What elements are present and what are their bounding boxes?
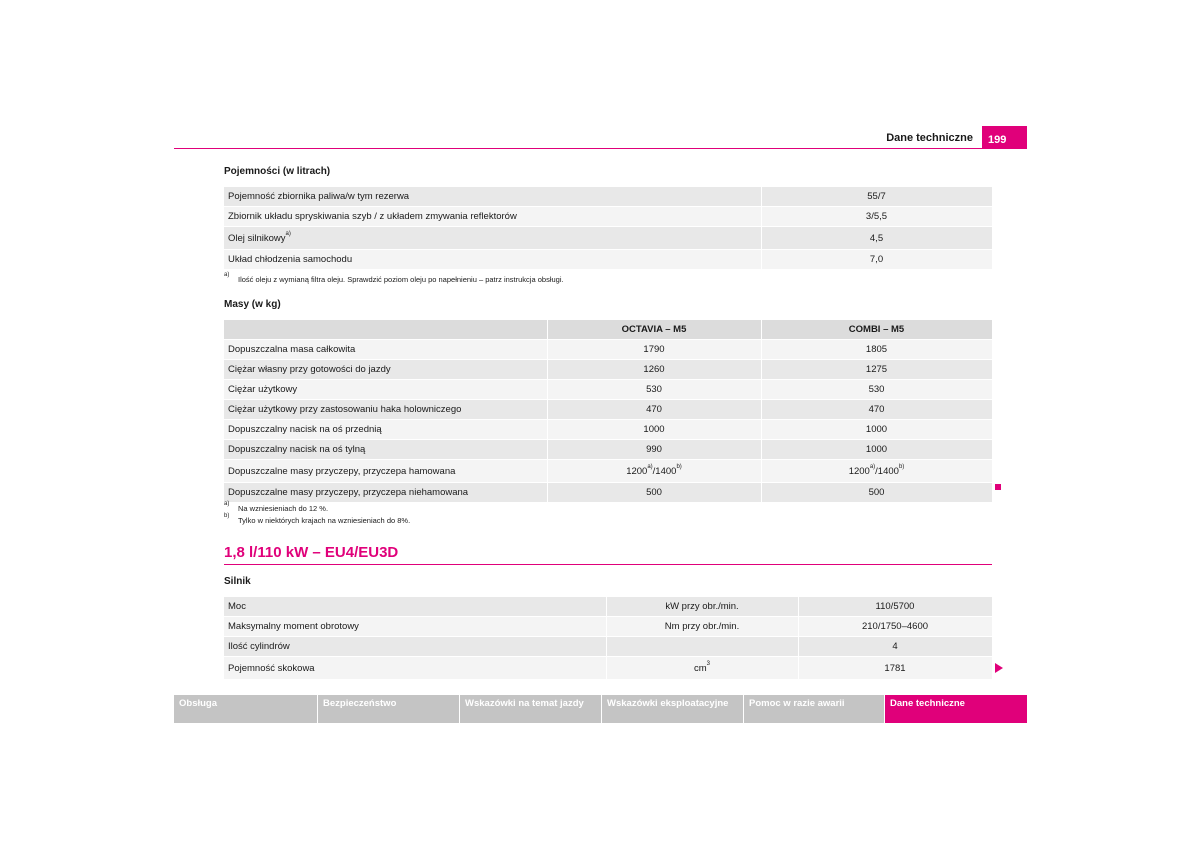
row-value-octavia: 990 [547, 440, 761, 460]
masses-title: Masy (w kg) [224, 299, 281, 310]
value-part: 1200 [848, 465, 870, 477]
nav-item-pomoc[interactable]: Pomoc w razie awarii [744, 695, 884, 723]
row-value: 7,0 [761, 250, 992, 270]
row-value-octavia: 500 [547, 483, 761, 503]
table-row [224, 227, 992, 250]
nav-item-bezpieczenstwo[interactable]: Bezpieczeństwo [318, 695, 459, 723]
table-row [224, 380, 992, 400]
row-label: Moc [224, 597, 606, 617]
table-row [224, 440, 992, 460]
footnote-text: Tylko w niektórych krajach na wzniesieniach do 8%. [238, 516, 411, 525]
section-end-marker [995, 484, 1001, 490]
row-label: Pojemność zbiornika paliwa/w tym rezerwa [224, 187, 761, 207]
row-value-octavia: 530 [547, 380, 761, 400]
footnote-ref: a) [647, 463, 653, 470]
capacities-title: Pojemności (w litrach) [224, 166, 331, 177]
table-row [224, 597, 992, 617]
row-label: Dopuszczalne masy przyczepy, przyczepa hamowana [224, 460, 547, 483]
row-value-combi: 1805 [761, 340, 992, 360]
row-label: Dopuszczalny nacisk na oś przednią [224, 420, 547, 440]
row-value-octavia: 470 [547, 400, 761, 420]
nav-item-obsluga[interactable]: Obsługa [174, 695, 317, 723]
row-value: 3/5,5 [761, 207, 992, 227]
section-heading-underline [224, 564, 992, 565]
footnote-ref: b) [898, 463, 905, 470]
row-value: 4,5 [761, 227, 992, 250]
row-value-combi: 1275 [761, 360, 992, 380]
footnote-text: Na wzniesieniach do 12 %. [238, 504, 329, 513]
capacities-table [224, 187, 993, 270]
table-row [224, 400, 992, 420]
row-value: 55/7 [761, 187, 992, 207]
table-row [224, 420, 992, 440]
row-label: Ciężar własny przy gotowości do jazdy [224, 360, 547, 380]
row-label: Ciężar użytkowy przy zastosowaniu haka holowniczego [224, 400, 547, 420]
value-part: 1200 [626, 465, 648, 477]
row-label: Pojemność skokowa [224, 657, 606, 680]
unit-text: cm [693, 662, 707, 674]
footnote-ref: b) [676, 463, 682, 470]
table-row [224, 460, 992, 483]
header-cell-combi: COMBI – M5 [761, 320, 992, 340]
nav-item-wskazowki-jazdy[interactable]: Wskazówki na temat jazdy [460, 695, 601, 723]
footnote-mark: a) [224, 501, 230, 507]
page-header-title: Dane techniczne [886, 132, 973, 144]
continue-arrow-icon [995, 663, 1003, 673]
table-row [224, 657, 992, 680]
row-value: 1781 [798, 657, 992, 680]
row-label [224, 227, 761, 250]
header-divider [174, 148, 1027, 149]
row-value: 4 [798, 637, 992, 657]
table-row [224, 207, 992, 227]
table-row [224, 637, 992, 657]
nav-item-dane-techniczne[interactable]: Dane techniczne [885, 695, 1027, 723]
table-row [224, 483, 992, 503]
row-unit [606, 657, 798, 680]
row-value-combi [761, 460, 992, 483]
row-label: Ciężar użytkowy [224, 380, 547, 400]
row-value-combi: 1000 [761, 420, 992, 440]
table-header-row [224, 320, 992, 340]
row-value-octavia: 1790 [547, 340, 761, 360]
masses-table [224, 320, 993, 503]
engine-table [224, 597, 993, 680]
value-part: /1400 [652, 465, 677, 477]
footnote-ref: a) [285, 230, 291, 237]
table-row [224, 187, 992, 207]
row-value-combi: 530 [761, 380, 992, 400]
engine-title: Silnik [224, 576, 251, 587]
page-number: 199 [982, 126, 1027, 149]
row-value-combi: 470 [761, 400, 992, 420]
footnote-mark: b) [224, 513, 230, 519]
row-value-octavia: 1260 [547, 360, 761, 380]
row-value-combi: 500 [761, 483, 992, 503]
row-label: Dopuszczalna masa całkowita [224, 340, 547, 360]
row-value: 210/1750–4600 [798, 617, 992, 637]
row-label: Dopuszczalne masy przyczepy, przyczepa niehamowana [224, 483, 547, 503]
nav-item-wskazowki-eksploatacyjne[interactable]: Wskazówki eksploatacyjne [602, 695, 743, 723]
table-row [224, 340, 992, 360]
row-label: Ilość cylindrów [224, 637, 606, 657]
row-value-octavia: 1000 [547, 420, 761, 440]
row-unit: Nm przy obr./min. [606, 617, 798, 637]
row-unit: kW przy obr./min. [606, 597, 798, 617]
row-label: Zbiornik układu spryskiwania szyb / z układem zmywania reflektorów [224, 207, 761, 227]
chapter-nav [174, 695, 1027, 723]
footnote-mark: a) [224, 272, 230, 278]
row-value: 110/5700 [798, 597, 992, 617]
table-row [224, 617, 992, 637]
row-value-octavia [547, 460, 761, 483]
row-label-text: Olej silnikowy [228, 232, 286, 244]
row-label: Układ chłodzenia samochodu [224, 250, 761, 270]
footnote-ref: a) [869, 463, 876, 470]
header-cell-octavia: OCTAVIA – M5 [547, 320, 761, 340]
row-unit [606, 637, 798, 657]
header-cell [224, 320, 547, 340]
table-row [224, 250, 992, 270]
row-value-combi: 1000 [761, 440, 992, 460]
section-heading: 1,8 l/110 kW – EU4/EU3D [224, 544, 399, 561]
row-label: Maksymalny moment obrotowy [224, 617, 606, 637]
footnote-text: Ilość oleju z wymianą filtra oleju. Sprawdzić poziom oleju po napełnieniu – patrz instrukcja obsługi. [238, 275, 564, 284]
table-row [224, 360, 992, 380]
unit-exponent: 3 [706, 660, 710, 667]
value-part: /1400 [875, 465, 899, 477]
row-label: Dopuszczalny nacisk na oś tylną [224, 440, 547, 460]
